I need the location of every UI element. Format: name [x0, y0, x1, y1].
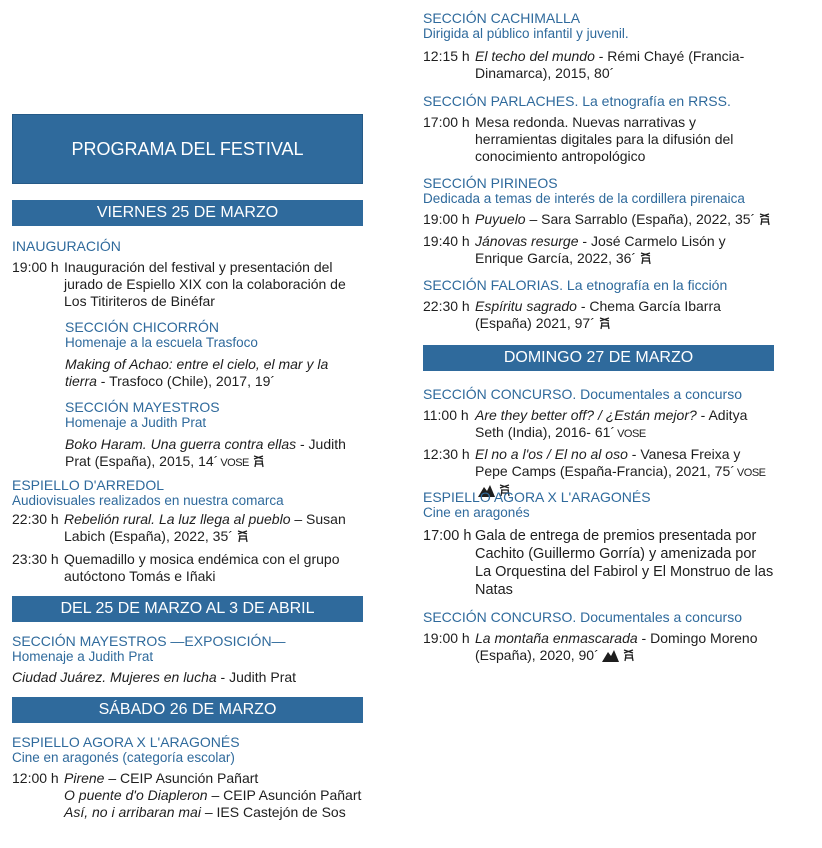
- day-header-exposicion: DEL 25 DE MARZO AL 3 DE ABRIL: [12, 596, 363, 622]
- film-credits: - Aditya Seth (India), 2016- 61´: [475, 407, 748, 440]
- entry-inauguracion: [12, 259, 364, 310]
- entry-arredol-2: [12, 551, 364, 585]
- film-credits: – IES Castejón de Sos: [200, 804, 346, 820]
- section-title: SECCIÓN CHICORRÓN: [65, 319, 220, 335]
- section-title: SECCIÓN CACHIMALLA: [423, 10, 581, 26]
- entry-parlaches: [423, 114, 775, 165]
- film-credits: - Chema García Ibarra (España) 2021, 97´: [475, 298, 721, 331]
- film-credits: - José Carmelo Lisón y Enrique García, 2022, 36´: [475, 233, 726, 266]
- entry-text: Gala de entrega de premios presentada por Cachito (Guillermo Gorría) y amenizada por La Orquestina del Fabirol y El Monstruo de las Natas: [475, 528, 774, 598]
- entry-cachimalla: [423, 48, 775, 82]
- section-title: ESPIELLO AGORA X L'ARAGONÉS: [423, 489, 651, 505]
- section-subtitle: Homenaje a la escuela Trasfoco: [65, 335, 258, 350]
- film-title: Rebelión rural. La luz llega al pueblo: [64, 511, 291, 527]
- vose-label: VOSE: [617, 428, 646, 440]
- director-chair-icon: [639, 252, 652, 269]
- entry-time: 12:15 h: [423, 48, 470, 64]
- entry-chicorron: [65, 356, 364, 390]
- film-credits: - Judith Prat (España), 2015, 14´: [65, 436, 346, 469]
- film-title: El no a l'os / El no al oso: [475, 446, 628, 462]
- entry-text: [423, 48, 775, 82]
- day-header-sabado: SÁBADO 26 DE MARZO: [12, 697, 363, 723]
- entry-time: 19:00 h: [12, 259, 59, 275]
- entry-time: 19:00 h: [423, 211, 470, 227]
- film-credits: - Rémi Chayé (Francia-Dinamarca), 2015, 80´: [475, 48, 745, 81]
- vose-label: VOSE: [220, 457, 249, 469]
- section-pirineos: [423, 175, 745, 207]
- entry-text: [423, 233, 775, 269]
- entry-agora-gala: [423, 527, 775, 599]
- film-title: Pirene: [64, 770, 105, 786]
- section-concurso: SECCIÓN CONCURSO. Documentales a concurso: [423, 386, 742, 402]
- section-subtitle: Cine en aragonés: [423, 505, 530, 520]
- section-title: SECCIÓN MAYESTROS —EXPOSICIÓN—: [12, 633, 286, 649]
- entry-pirineos-2: [423, 233, 775, 269]
- entry-arredol-1: [12, 511, 364, 547]
- film-title: El techo del mundo: [475, 48, 595, 64]
- entry-falorias: [423, 298, 775, 334]
- entry-text: [423, 298, 775, 334]
- film-credits: – Susan Labich (España), 2022, 35´: [64, 511, 346, 544]
- section-exposicion: [12, 633, 286, 665]
- film-credits: - Vanesa Freixa y Pepe Camps (España-Francia), 2021, 75´: [475, 446, 741, 479]
- film-title: Boko Haram. Una guerra contra ellas: [65, 436, 297, 452]
- vose-label: VOSE: [736, 467, 766, 479]
- film-credits: – CEIP Asunción Pañart: [104, 770, 259, 786]
- entry-text: [12, 511, 364, 547]
- section-subtitle: Dedicada a temas de interés de la cordillera pirenaica: [423, 191, 745, 206]
- section-agora-escolar: [12, 734, 240, 766]
- festival-title: PROGRAMA DEL FESTIVAL: [12, 114, 363, 184]
- entry-time: 17:00 h: [423, 528, 472, 544]
- entry-time: 17:00 h: [423, 114, 470, 130]
- section-inauguracion: INAUGURACIÓN: [12, 238, 121, 254]
- day-header-domingo: DOMINGO 27 DE MARZO: [423, 345, 774, 371]
- film-title: O puente d'o Diapleron: [64, 787, 208, 803]
- entry-concurso-1: [423, 407, 775, 443]
- entry-text: Inauguración del festival y presentación del jurado de Espiello XIX con la colaboración de Los Titiriteros de Binéfar: [64, 259, 346, 309]
- section-subtitle: Homenaje a Judith Prat: [65, 415, 207, 430]
- film-credits: - Trasfoco (Chile), 2017, 19´: [96, 373, 276, 389]
- film-credits: – Sara Sarrablo (España), 2022, 35´: [525, 211, 756, 227]
- section-agora: [423, 489, 651, 521]
- section-title: ESPIELLO AGORA X L'ARAGONÉS: [12, 734, 240, 750]
- entry-time: 11:00 h: [423, 407, 469, 423]
- film-credits: - Domingo Moreno (España), 2020, 90´: [475, 630, 758, 663]
- entry-time: 22:30 h: [12, 511, 59, 527]
- section-chicorron: [65, 319, 258, 351]
- day-header-viernes: VIERNES 25 DE MARZO: [12, 200, 363, 226]
- section-cachimalla: [423, 10, 629, 42]
- entry-text: [423, 630, 775, 666]
- film-title: Are they better off? / ¿Están mejor?: [475, 407, 697, 423]
- entry-text: Mesa redonda. Nuevas narrativas y herramientas digitales para la difusión del conocimiento antropológico: [475, 114, 734, 164]
- mountain-icon: [602, 649, 619, 666]
- section-mayestros: [65, 399, 220, 431]
- film-title: Puyuelo: [475, 211, 526, 227]
- director-chair-icon: [252, 455, 265, 472]
- entry-mayestros: [65, 436, 364, 472]
- entry-time: 12:30 h: [423, 446, 470, 462]
- entry-time: 12:00 h: [12, 770, 59, 786]
- section-title: ESPIELLO D'ARREDOL: [12, 477, 165, 493]
- film-title: La montaña enmascarada: [475, 630, 638, 646]
- film-title: Making of Achao: entre el cielo, el mar y la tierra: [65, 356, 329, 389]
- entry-text: [12, 770, 364, 821]
- section-subtitle: Homenaje a Judith Prat: [12, 649, 154, 664]
- director-chair-icon: [236, 530, 249, 547]
- entry-pirineos-1: [423, 211, 775, 230]
- section-title: SECCIÓN MAYESTROS: [65, 399, 220, 415]
- entry-exposicion: [12, 669, 364, 686]
- entry-time: 19:00 h: [423, 630, 470, 646]
- film-credits: - Judith Prat: [216, 669, 297, 685]
- film-title: Espíritu sagrado: [475, 298, 577, 314]
- director-chair-icon: [598, 317, 611, 334]
- entry-time: 19:40 h: [423, 233, 470, 249]
- entry-text: [423, 211, 775, 230]
- entry-agora-escolar: [12, 770, 364, 821]
- section-subtitle: Dirigida al público infantil y juvenil.: [423, 26, 629, 41]
- entry-text: [423, 407, 775, 443]
- section-concurso-2: SECCIÓN CONCURSO. Documentales a concurso: [423, 609, 742, 625]
- section-falorias: SECCIÓN FALORIAS. La etnografía en la ficción: [423, 277, 728, 293]
- section-subtitle: Audiovisuales realizados en nuestra comarca: [12, 493, 284, 508]
- director-chair-icon: [622, 649, 635, 666]
- section-parlaches: SECCIÓN PARLACHES. La etnografía en RRSS.: [423, 93, 731, 109]
- film-title: Ciudad Juárez. Mujeres en lucha: [12, 669, 217, 685]
- entry-time: 23:30 h: [12, 551, 59, 567]
- entry-text: Quemadillo y mosica endémica con el grupo autóctono Tomás e Iñaki: [64, 551, 340, 584]
- film-title: Jánovas resurge: [475, 233, 579, 249]
- director-chair-icon: [758, 213, 771, 230]
- section-title: SECCIÓN PIRINEOS: [423, 175, 558, 191]
- film-title: Así, no i arribaran mai: [64, 804, 201, 820]
- film-credits: – CEIP Asunción Pañart: [207, 787, 362, 803]
- entry-concurso-3: [423, 630, 775, 666]
- entry-time: 22:30 h: [423, 298, 470, 314]
- section-subtitle: Cine en aragonés (categoría escolar): [12, 750, 235, 765]
- section-arredol: [12, 477, 284, 509]
